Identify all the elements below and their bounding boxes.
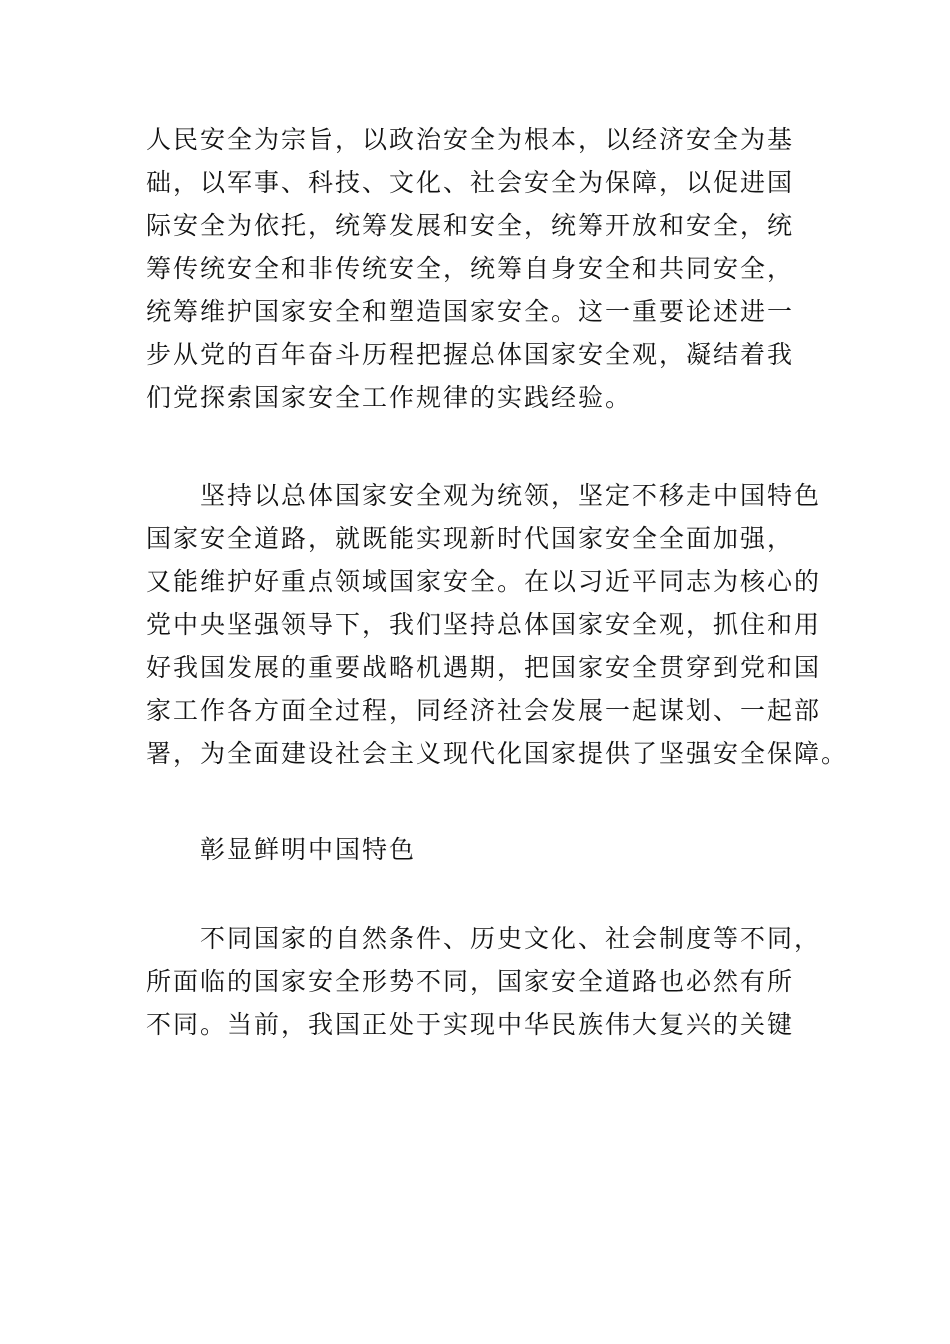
text-line: 础，以军事、科技、文化、社会安全为保障，以促进国 [146,168,795,197]
text-line: 统筹维护国家安全和塑造国家安全。这一重要论述进一 [146,297,795,326]
text-line: 筹传统安全和非传统安全，统筹自身安全和共同安全， [146,254,795,283]
paragraph-national-security-path [146,474,849,775]
section-heading [146,828,846,871]
text-line: 署，为全面建设社会主义现代化国家提供了坚强安全保障。 [146,739,849,768]
text-line: 所面临的国家安全形势不同，国家安全道路也必然有所 [146,967,795,996]
text-line: 人民安全为宗旨，以政治安全为根本，以经济安全为基 [146,125,795,154]
paragraph-different-countries [146,917,846,1046]
text-line: 不同。当前，我国正处于实现中华民族伟大复兴的关键 [146,1010,795,1039]
text-line: 党中央坚强领导下，我们坚持总体国家安全观，抓住和用 [146,610,822,639]
text-line: 步从党的百年奋斗历程把握总体国家安全观，凝结着我 [146,340,795,369]
text-line: 坚持以总体国家安全观为统领，坚定不移走中国特色 [200,481,822,510]
text-line: 们党探索国家安全工作规律的实践经验。 [146,383,633,412]
text-line: 不同国家的自然条件、历史文化、社会制度等不同， [200,924,822,953]
heading-text: 彰显鲜明中国特色 [200,835,417,864]
paragraph-continued [146,118,846,419]
text-line: 国家安全道路，就既能实现新时代国家安全全面加强， [146,524,795,553]
text-line: 又能维护好重点领域国家安全。在以习近平同志为核心的 [146,567,822,596]
text-line: 际安全为依托，统筹发展和安全，统筹开放和安全，统 [146,211,795,240]
text-line: 好我国发展的重要战略机遇期，把国家安全贯穿到党和国 [146,653,822,682]
text-line: 家工作各方面全过程，同经济社会发展一起谋划、一起部 [146,696,822,725]
